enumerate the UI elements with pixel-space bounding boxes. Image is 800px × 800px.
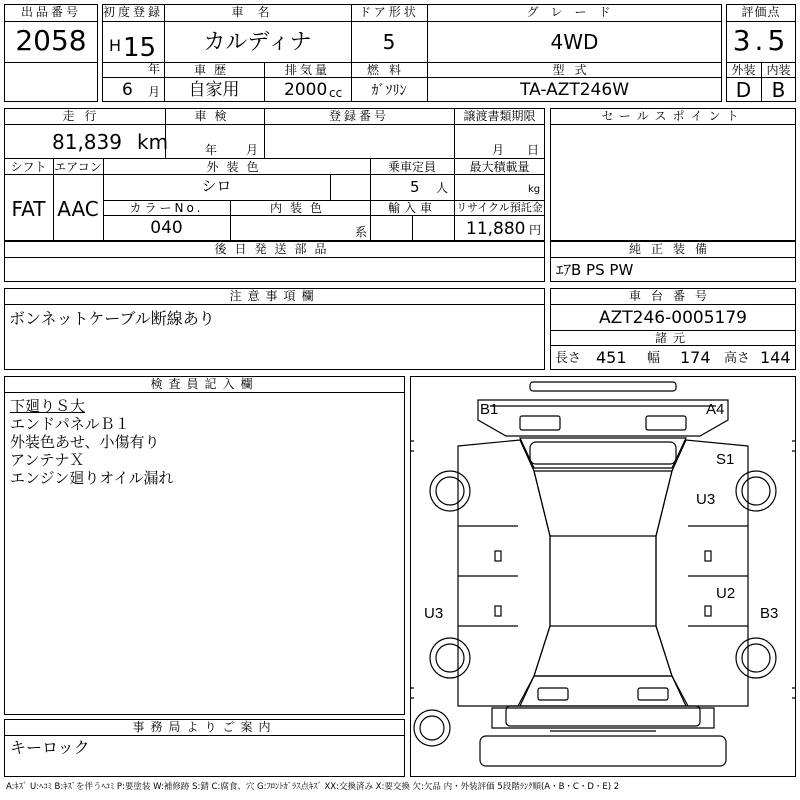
transfer-day-unit: 日	[527, 143, 540, 157]
damage-mark: S1	[716, 451, 735, 468]
caution-text: ボンネットケーブル断線あり	[9, 309, 215, 328]
insp-year-unit: 年	[205, 143, 218, 157]
lot-number: 2058	[15, 24, 87, 57]
mileage-label: 走行	[62, 109, 107, 123]
car-name-label: 車名	[231, 5, 284, 19]
grade: 4WD	[550, 30, 599, 54]
damage-mark: U2	[716, 585, 736, 602]
length-label: 長さ	[555, 351, 582, 366]
load-unit: kg	[528, 184, 541, 195]
recycle-label: リサイクル預託金	[456, 201, 543, 214]
displacement-unit: cc	[329, 86, 343, 100]
inspection-label: 車検	[194, 109, 235, 123]
dims-label: 諸元	[654, 331, 691, 345]
doors: 5	[382, 30, 396, 54]
recycle: 11,880	[466, 219, 526, 239]
model-label: 型式	[552, 63, 597, 77]
inspector-line: エンドパネルＢ１	[10, 415, 130, 433]
shift: FAT	[11, 197, 46, 221]
width-label: 幅	[647, 351, 661, 366]
ac: AAC	[57, 197, 99, 221]
int-color-label: 内装色	[269, 201, 330, 215]
damage-mark: A4	[706, 401, 725, 418]
inspector-line: アンテナＸ	[10, 451, 85, 469]
capacity: 5	[410, 178, 420, 196]
reg-month: 6	[122, 80, 133, 100]
displacement-label: 排気量	[284, 63, 330, 77]
interior-label: 内装	[766, 63, 791, 77]
score: 3.5	[732, 24, 790, 57]
grade-label: グレード	[526, 5, 623, 19]
sales-point-box	[550, 108, 796, 241]
lot-label: 出品番号	[20, 5, 81, 19]
equipment: ｴｱB PS PW	[556, 261, 634, 279]
capacity-unit: 人	[436, 181, 449, 195]
fuel-label: 燃料	[366, 63, 411, 77]
inspector-label: 検査員記入欄	[150, 377, 259, 391]
year-unit: 年	[148, 62, 161, 76]
recycle-unit: 円	[529, 223, 542, 237]
office-label: 事務局よりご案内	[132, 720, 277, 734]
damage-mark: B1	[480, 401, 499, 418]
sales-point-label: セールスポイント	[601, 109, 745, 123]
era: H	[109, 36, 122, 55]
insp-month-unit: 月	[246, 143, 259, 157]
exterior-grade: D	[735, 78, 752, 102]
capacity-label: 乗車定員	[387, 160, 436, 174]
ext-color: シロ	[201, 177, 232, 195]
office-text: キーロック	[10, 738, 90, 757]
damage-mark: U3	[424, 605, 444, 622]
first-reg-label: 初度登録	[102, 5, 163, 19]
history: 自家用	[188, 80, 240, 100]
mileage: 81,839	[52, 130, 122, 154]
chassis-label: 車台番号	[628, 289, 717, 303]
chassis-number: AZT246-0005179	[599, 308, 747, 328]
caution-label: 注意事項欄	[229, 289, 320, 303]
later-parts-label: 後日発送部品	[214, 242, 335, 256]
footer-legend: A:ｷｽﾞ U:ﾍｺﾐ B:ｷｽﾞを伴うﾍｺﾐ P:要塗装 W:補修跡 S:錆 C:腐食、穴 G:ﾌﾛﾝﾄｶﾞﾗｽ点ｷｽﾞ XX:交換済み X:要交換 欠:欠品 内・外装評価 5段階ﾗﾝｸ順(A・B・C・D・E) 2	[6, 782, 620, 792]
shift-label: シフト	[10, 160, 47, 174]
displacement: 2000	[284, 80, 328, 100]
height-label: 高さ	[724, 351, 751, 366]
inspector-line: エンジン廻りオイル漏れ	[10, 469, 174, 487]
length-value: 451	[596, 348, 627, 367]
int-color-unit: 系	[355, 225, 368, 239]
fuel: ｶﾞｿﾘﾝ	[371, 83, 407, 99]
exterior-label: 外装	[731, 63, 756, 77]
damage-mark: U3	[696, 491, 716, 508]
ac-label: エアコン	[54, 160, 102, 174]
load-label: 最大積載量	[469, 160, 530, 174]
inspector-line: 外装色あせ、小傷有り	[10, 433, 160, 451]
color-no-label: カラーNo.	[129, 201, 204, 215]
interior-grade: B	[771, 78, 786, 102]
transfer-label: 譲渡書類期限	[463, 109, 536, 123]
car-diagram	[410, 376, 796, 777]
ext-color-label: 外装色	[206, 160, 267, 174]
inspector-line: 下廻りＳ大	[10, 397, 86, 415]
color-no: 040	[150, 218, 183, 238]
import-label: 輸入車	[387, 201, 436, 215]
door-label: ドア形状	[359, 5, 419, 19]
damage-mark: B3	[760, 605, 779, 622]
equipment-label: 純正装備	[628, 242, 717, 256]
reg-no-label: 登録番号	[328, 109, 389, 123]
width-value: 174	[680, 348, 711, 367]
transfer-month-unit: 月	[492, 143, 505, 157]
month-unit: 月	[148, 85, 161, 99]
history-label: 車歴	[193, 63, 234, 77]
mileage-unit: km	[137, 130, 169, 154]
reg-year: 15	[123, 33, 157, 63]
height-value: 144	[760, 348, 791, 367]
model: TA-AZT246W	[520, 80, 629, 100]
inspector-notes	[10, 397, 174, 487]
car-name: カルディナ	[203, 30, 312, 55]
score-label: 評価点	[741, 5, 781, 19]
